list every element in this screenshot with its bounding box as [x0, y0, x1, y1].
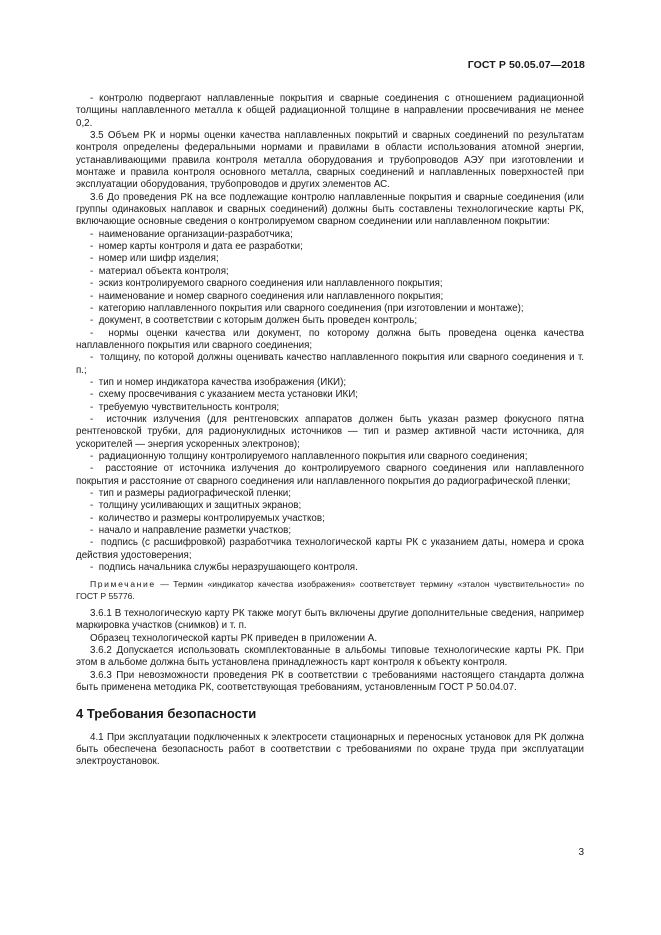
list-marker: -	[90, 290, 94, 302]
list-marker: -	[90, 265, 94, 277]
list-marker: -	[90, 537, 94, 549]
list-item-text: схему просвечивания с указанием места установки ИКИ;	[98, 389, 358, 401]
paragraph-sample-reference: Образец технологической карты РК приведен в приложении А.	[90, 632, 378, 644]
note-text: — Термин «индикатор качества изображения» соответствует термину «эталон чувствительности» по ГОСТ Р 55776.	[76, 579, 584, 601]
list-item	[76, 525, 584, 537]
list-item-text: тип и размеры радиографической пленки;	[98, 488, 291, 499]
list-marker: -	[90, 450, 94, 462]
paragraph-3-6-1: 3.6.1 В технологическую карту РК также могут быть включены другие дополнительные сведения, например маркировка участков (снимков) и т. п.	[76, 607, 584, 632]
list-item	[76, 315, 584, 327]
list-marker: -	[90, 302, 94, 314]
page-number: 3	[578, 847, 584, 858]
list-item	[76, 241, 584, 253]
paragraph-3-5: 3.5 Объем РК и нормы оценки качества наплавленных покрытий и сварных соединений по результатам контроля определены федеральными нормами и правилами в области использования атомной энергии, устанавливающими правила контроля металла оборудования и трубопроводов АЭУ при изготовлении и монтаже и правила контроля основного металла, сварных соединений и наплавленных поверхностей при эксплуатации оборудования, трубопроводов и других элементов АС.	[76, 130, 584, 191]
list-item-text: наименование и номер сварного соединения или наплавленного покрытия;	[98, 290, 444, 302]
list-item	[76, 389, 584, 401]
list-item	[76, 377, 584, 389]
list-item-text: нормы оценки качества или документ, по которому должна быть проведена оценка качества наплавленного покрытия или сварного соединения;	[76, 327, 584, 351]
list-marker: -	[90, 278, 94, 290]
list-item	[76, 266, 584, 278]
list-item	[76, 513, 584, 525]
list-item-text: толщину усиливающих и защитных экранов;	[98, 500, 302, 512]
paragraph-3-6-2: 3.6.2 Допускается использовать скомплектованные в альбомы типовые технологические карты РК. При этом в альбоме должна быть установлена принадлежность карт контроля к объекту контроля.	[76, 644, 584, 669]
list-marker: -	[90, 228, 94, 240]
paragraph-control-criteria: - контролю подвергают наплавленные покрытия и сварные соединения с отношением радиационной толщины наплавленного металла к общей радиационной толщине в направлении просвечивания не менее 0,2.	[76, 93, 584, 129]
page-header-doc-code: ГОСТ Р 50.05.07—2018	[467, 59, 585, 71]
list-marker: -	[90, 389, 94, 401]
section-title-4: 4 Требования безопасности	[76, 706, 257, 722]
list-item	[76, 537, 584, 562]
paragraph-3-6-3: 3.6.3 При невозможности проведения РК в соответствии с требованиями настоящего стандарта должна быть применена методика РК, соответствующая требованиям, установленным ГОСТ Р 50.04.07.	[76, 669, 584, 693]
list-item-text: документ, в соответствии с которым должен быть проведен контроль;	[98, 315, 418, 327]
list-item	[76, 562, 584, 574]
list-item	[76, 303, 584, 315]
list-item-text: радиационную толщину контролируемого наплавленного покрытия или сварного соединения;	[98, 450, 528, 462]
list-item-text: количество и размеры контролируемых участков;	[98, 512, 325, 524]
list-item	[76, 352, 584, 377]
list-item-text: наименование организации-разработчика;	[98, 228, 293, 240]
list-item-text: номер или шифр изделия;	[98, 253, 219, 265]
page-content	[76, 93, 584, 769]
list-item-text: категорию наплавленного покрытия или сварного соединения (при изготовлении и монтаже);	[98, 302, 524, 314]
list-marker: -	[90, 413, 94, 425]
list-item	[76, 229, 584, 241]
list-item-text: подпись начальника службы неразрушающего контроля.	[98, 562, 358, 574]
list-item-text: подпись (с расшифровкой) разработчика технологической карты РК с указанием даты, номера и срока действия удостоверения;	[76, 537, 584, 561]
list-marker: -	[90, 241, 94, 253]
list-item-text: тип и номер индикатора качества изображения (ИКИ);	[98, 376, 347, 388]
list-item-text: номер карты контроля и дата ее разработки;	[98, 241, 303, 253]
paragraph-4-1: 4.1 При эксплуатации подключенных к электросети стационарных и переносных установок для РК должна быть обеспечена безопасность работ в соответствии с требованиями по охране труда при эксплуатации электроустановок.	[76, 731, 584, 768]
list-item	[76, 463, 584, 488]
list-item-text: эскиз контролируемого сварного соединения или наплавленного покрытия;	[98, 278, 443, 290]
note	[76, 579, 584, 601]
list-marker: -	[90, 488, 94, 499]
list-item	[76, 451, 584, 463]
list-marker: -	[90, 327, 94, 339]
list-marker: -	[90, 401, 94, 413]
list-marker: -	[90, 525, 94, 537]
list-item-text: материал объекта контроля;	[98, 265, 229, 277]
list-item	[76, 414, 584, 451]
list-item-text: источник излучения (для рентгеновских аппаратов должен быть указан размер фокусного пятна рентгеновской трубки, для радионуклидных источников — тип и размер активной части источника, для ускорителей — энергия ускоренных электронов);	[76, 413, 584, 450]
list-marker: -	[90, 463, 94, 475]
list-item	[76, 328, 584, 353]
tech-card-contents-list	[76, 229, 584, 575]
list-marker: -	[90, 500, 94, 512]
list-item-text: начало и направление разметки участков;	[98, 525, 292, 537]
list-item	[76, 291, 584, 303]
list-item	[76, 402, 584, 414]
list-item	[76, 488, 584, 500]
list-item-text: требуемую чувствительность контроля;	[98, 401, 280, 413]
list-marker: -	[90, 562, 94, 574]
list-marker: -	[90, 315, 94, 327]
list-marker: -	[90, 512, 94, 524]
list-item	[76, 253, 584, 265]
list-item-text: расстояние от источника излучения до контролируемого сварного соединения или наплавленного покрытия и расстояние от сварного соединения или наплавленного покрытия до радиографической пленки;	[76, 463, 584, 487]
list-item	[76, 278, 584, 290]
paragraph-3-6: 3.6 До проведения РК на все подлежащие контролю наплавленные покрытия и сварные соединения (или группы одинаковых наплавок и сварных соединений) должны быть составлены технологические карты РК, включающие основные сведения о контролируемом сварном соединении или наплавленном покрытии:	[76, 191, 584, 228]
note-label: Примечание	[90, 579, 156, 590]
list-marker: -	[90, 376, 94, 388]
list-marker: -	[90, 253, 94, 265]
list-item	[76, 500, 584, 512]
list-marker: -	[90, 352, 94, 364]
list-item-text: толщину, по которой должны оценивать качество наплавленного покрытия или сварного соединения и т. п.;	[76, 352, 584, 376]
